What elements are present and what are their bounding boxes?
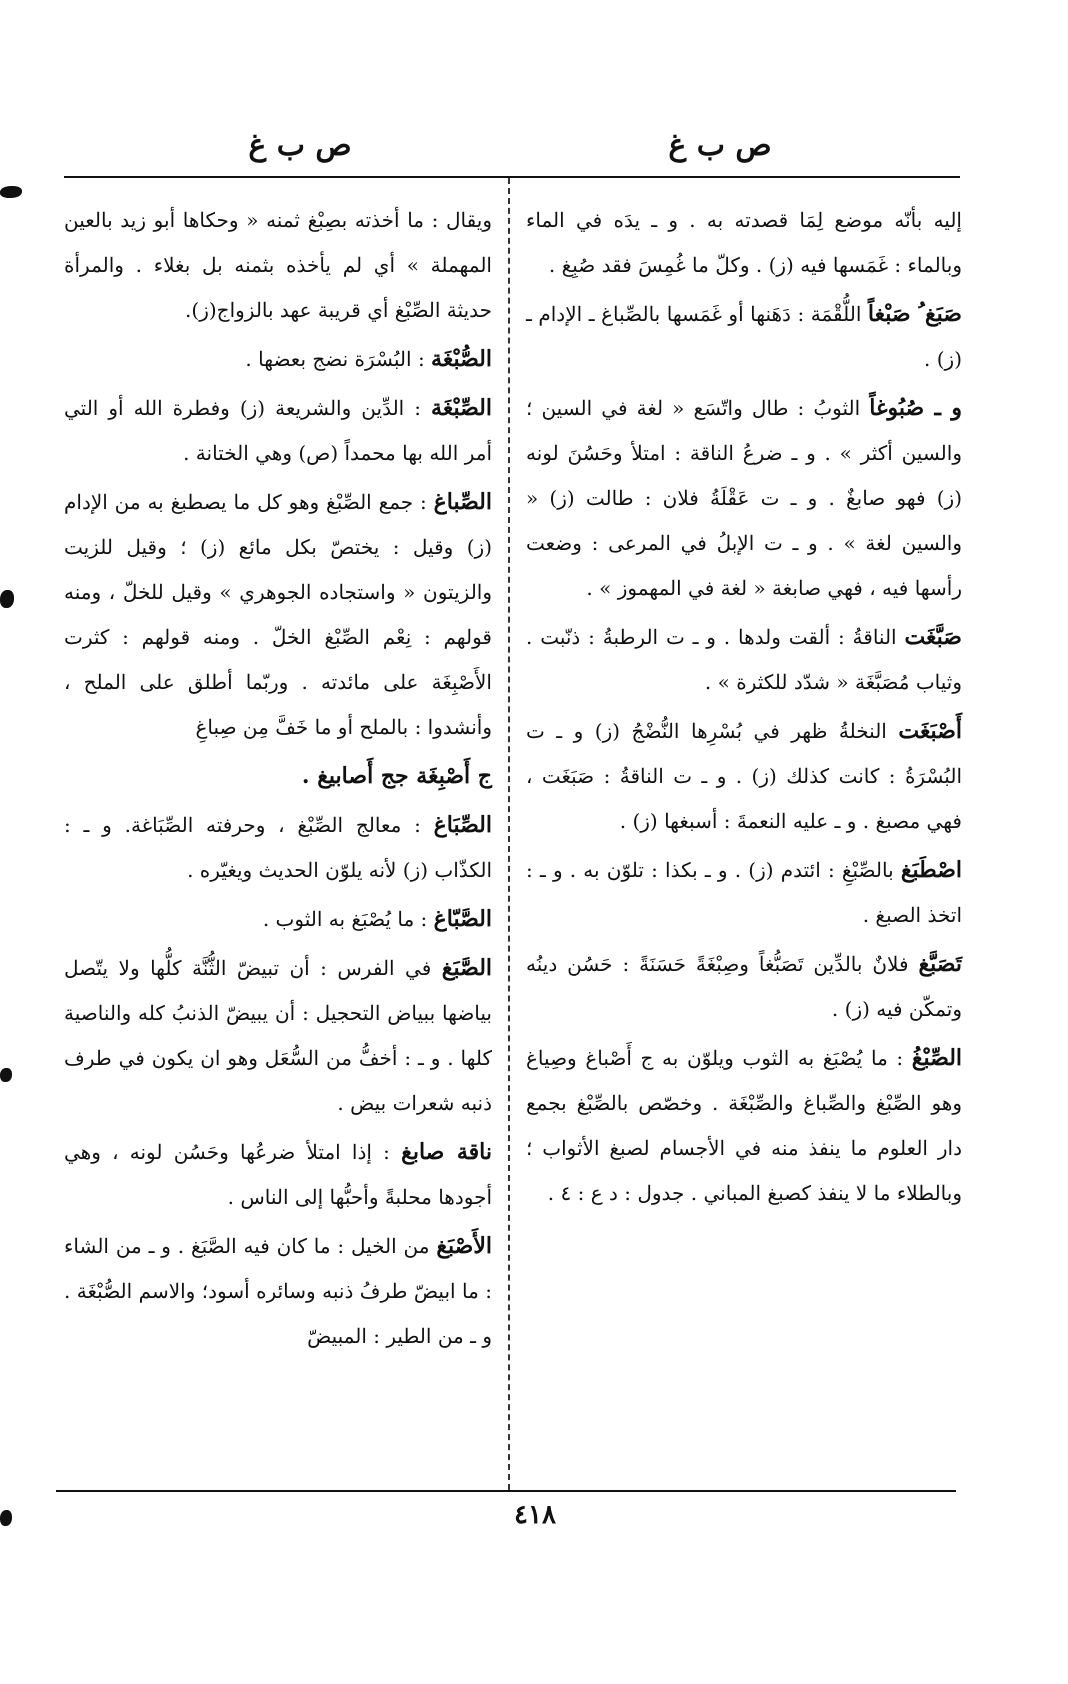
dictionary-entry [64, 198, 492, 333]
binding-mark [0, 1068, 12, 1082]
entry-headword: صَبَغ ُ صَبْغاً [867, 301, 962, 327]
entry-headword: الصُّبْغَة [431, 346, 492, 372]
entry-headword: أَصْبَغَت [898, 718, 962, 744]
entry-definition: : إذا امتلأ ضرعُها وحَسُن لونه ، وهي أجودها محلبةً وأحبُّها إلى الناس . [64, 1140, 492, 1209]
entry-headword: الصَّبّاغ [433, 906, 492, 932]
entry-headword: الصِّبَاغ [433, 812, 492, 838]
entry-definition: ويقال : ما أخذته بصِبْغ ثمنه « وحكاها أبو زيد بالعين المهملة » أي لم يأخذه بثمنه بل بغلاء . والمرأة حديثة الصِّبْغ أي قريبة عهد بالزواج(ز). [64, 208, 492, 322]
binding-mark [0, 1510, 12, 1526]
dictionary-entry [526, 942, 962, 1032]
dictionary-entry [64, 946, 492, 1126]
footer-rule [56, 1490, 956, 1492]
dictionary-entry [526, 848, 962, 938]
entry-definition: : ما يُصْبَغ به الثوب ويلوّن به ج أَصْباغ وصِياغ وهو الصِّبْغ والصِّباغ والصِّبْغَة . وخصّص بالصِّبْغ بجمع دار العلوم ما ينفذ منه في الأجسام لصبغ الأثواب ؛ وبالطلاء ما لا ينفذ كصبغ المباني . جدول : د ع : ٤ . [526, 1046, 962, 1205]
entry-headword: ناقة صابغ [401, 1139, 492, 1165]
dictionary-entry [526, 386, 962, 611]
entry-headword: اصْطَبَغ [900, 857, 963, 883]
dictionary-entry [64, 1130, 492, 1220]
dictionary-entry [64, 897, 492, 942]
entry-definition: اللُّقْمَة : دَهَنها أو غَمَسها بالصِّباغ ـ الإدام ـ (ز) . [526, 302, 962, 371]
dictionary-entry [64, 754, 492, 799]
dictionary-entry [64, 480, 492, 750]
entry-headword: تَصَبَّغ [918, 951, 962, 977]
entry-definition: فلانٌ بالدِّين تَصَبُّغاً وصِبْغَةً حَسَنَةً : حَسُن دينُه وتمكّن فيه (ز) . [526, 952, 962, 1021]
entry-headword: و ـ صُبُوغاً [869, 395, 963, 421]
entry-headword: صَبَّغَت [904, 624, 962, 650]
binding-mark [0, 590, 14, 608]
entry-definition: الناقةُ : ألقت ولدها . و ـ ت الرطبةُ : ذنّبت . وثياب مُصَبَّغَة « شدّد للكثرة » . [526, 625, 962, 694]
running-header-left: ص ب غ [248, 128, 352, 163]
entry-definition: : ما يُصْبَغ به الثوب . [262, 907, 428, 931]
left-column [64, 198, 492, 1363]
dictionary-entry [526, 709, 962, 844]
header-rule [64, 176, 960, 178]
entry-definition: من الخيل : ما كان فيه الصَّبَغ . و ـ من الشاء : ما ابيضّ طرفُ ذنبه وسائره أسود؛ والاسم الصُّبْغَة . و ـ من الطير : المبيضّ [64, 1234, 492, 1348]
entry-definition: بالصِّبْغِ : ائتدم (ز) . و ـ بكذا : تلوّن به . و ـ : اتخذ الصبغ . [526, 858, 962, 927]
entry-definition: إليه بأنّه موضع لِمَا قصدته به . و ـ يدَه في الماء وبالماء : غَمَسها فيه (ز) . وكلّ ما غُمِسَ فقد صُبِغ . [526, 208, 962, 277]
right-column [526, 198, 962, 1220]
entry-definition: : معالج الصِّبْغ ، وحرفته الصِّبَاغة. و ـ : الكذّاب (ز) لأنه يلوّن الحديث ويغيّره . [64, 813, 492, 882]
running-header-right: ص ب غ [668, 128, 772, 163]
dictionary-entry [526, 292, 962, 382]
entry-definition: : الدِّين والشريعة (ز) وفطرة الله أو التي أمر الله بها محمداً (ص) وهي الختانة . [64, 396, 492, 465]
dictionary-entry [526, 615, 962, 705]
entry-headword: الصِّبْغَة [431, 395, 492, 421]
dictionary-entry [526, 198, 962, 288]
entry-definition: : جمع الصِّبْغ وهو كل ما يصطبغ به من الإدام (ز) وقيل : يختصّ بكل مائع (ز) ؛ وقيل للزيت والزيتون « واستجاده الجوهري » وقيل للخلّ ، ومنه قولهم : نِعْم الصِّبْغ الخلّ . ومنه قولهم : كثرت الأَصْبِغَة على مائدته . وربّما أطلق على الملح ، وأنشدوا : بالملح أو ما خَفَّ مِن صِباغِ [64, 490, 492, 739]
entry-headword: الأَصْبَغ [436, 1233, 492, 1259]
dictionary-entry [64, 337, 492, 382]
entry-definition: في الفرس : أن تبيضّ الثُّنَّة كلُّها ولا يتّصل بياضها ببياض التحجيل : أن يبيضّ الذنبُ كله والناصية كلها . و ـ : أخفُّ من السُّعَل وهو ان يكون في طرف ذنبه شعرات بيض . [64, 956, 492, 1115]
dictionary-entry [64, 1224, 492, 1359]
binding-mark [0, 186, 22, 198]
entry-headword: الصَّبَغ [441, 955, 493, 981]
entry-definition: : البُسْرَة نضج بعضها . [245, 347, 425, 371]
entry-definition: الثوبُ : طال واتّسَع « لغة في السين ؛ والسين أكثر » . و ـ ضرعُ الناقة : امتلأ وحَسُنَ لونه (ز) فهو صابغٌ . و ـ ت عَقْلَةُ فلان : طالت (ز) « والسين لغة » . و ـ ت الإبلُ في المرعى : وضعت رأسها فيه ، فهي صابغة « لغة في المهموز » . [526, 396, 962, 600]
entry-headword: الصِّبْغُ [911, 1045, 963, 1071]
page-number: ٤١٨ [514, 1500, 556, 1530]
dictionary-entry [64, 386, 492, 476]
entry-headword: الصِّباغ [433, 489, 492, 515]
entry-headword: ج أَصْبِغَة جج أَصابيغ . [301, 763, 492, 789]
entry-definition: النخلةُ ظهر في بُسْرِها النُّضْجُ (ز) و ـ ت البُسْرَةُ : كانت كذلك (ز) . و ـ ت الناقةُ : صَبَغَت ، فهي مصبغ . و ـ عليه النعمةَ : أسبغها (ز) . [526, 719, 962, 833]
dictionary-entry [526, 1036, 962, 1216]
dictionary-entry [64, 803, 492, 893]
column-divider [508, 178, 510, 1490]
